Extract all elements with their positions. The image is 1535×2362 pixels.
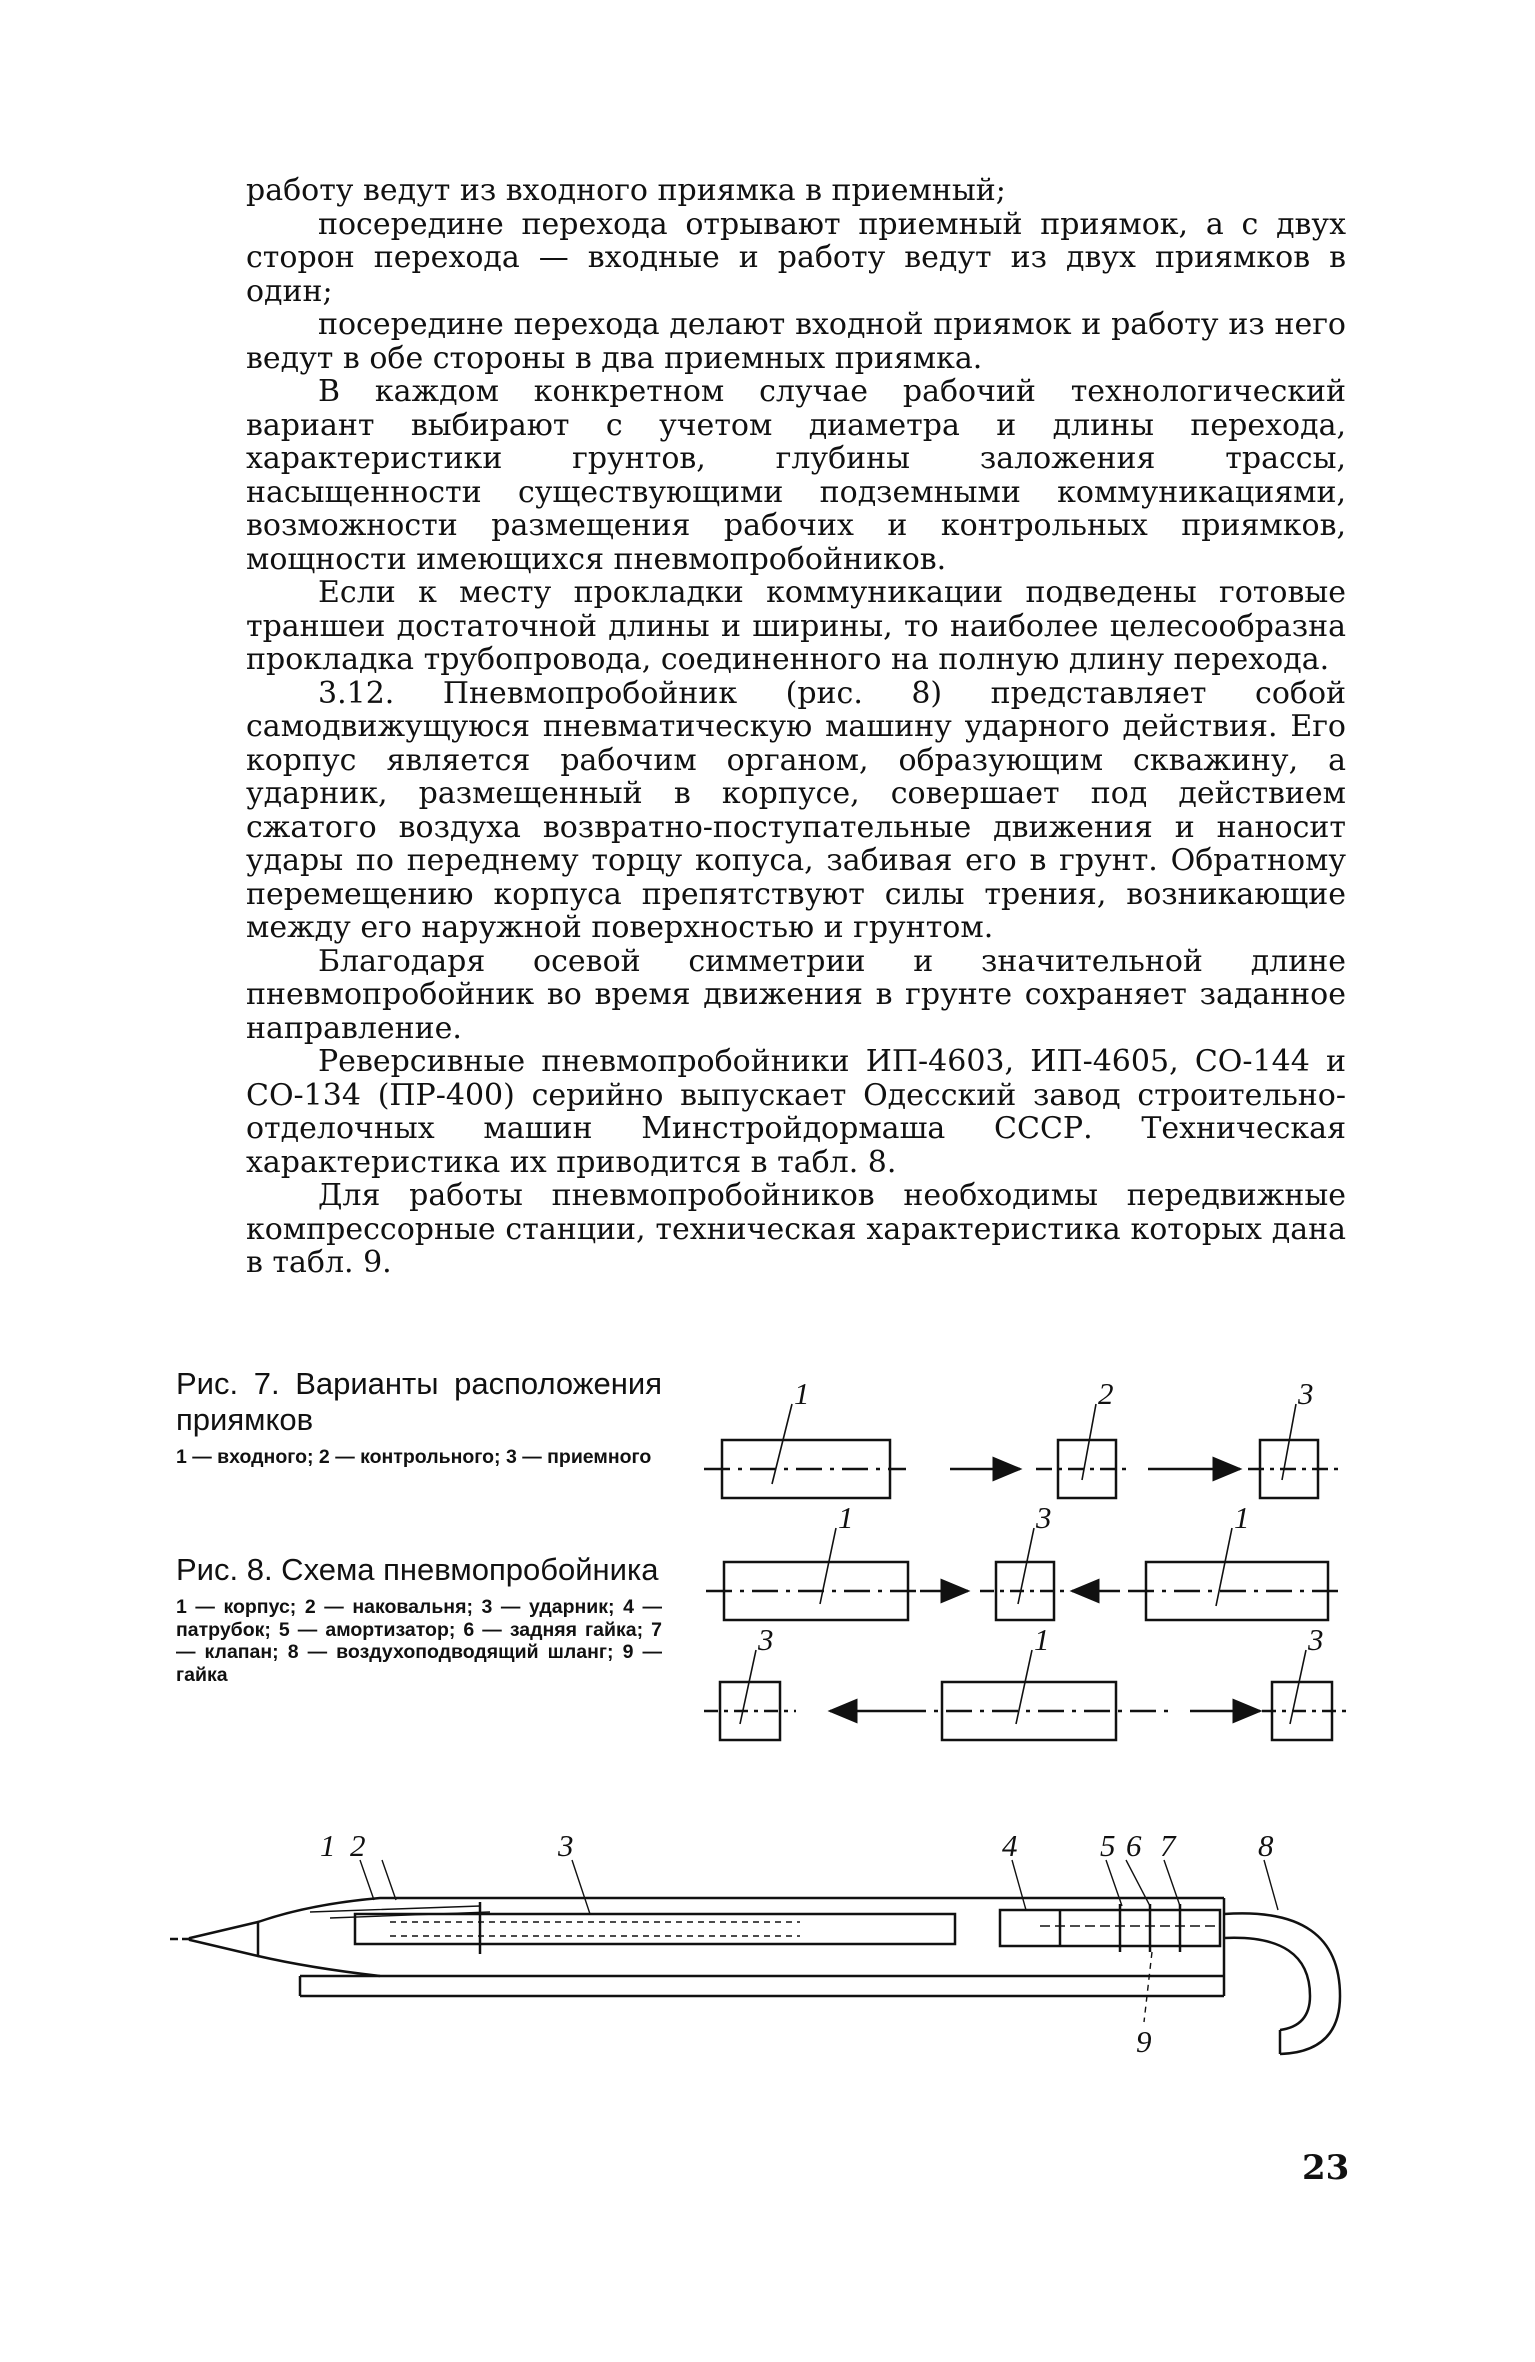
fig7-label: 2 <box>1098 1380 1114 1411</box>
fig8-legend: 1 — корпус; 2 — наковальня; 3 — ударник; 4 — патрубок; 5 — амортизатор; 6 — задняя гайка; 7 — клапан; 8 — воздухоподводящий шланг; 9 — гайка <box>176 1596 662 1686</box>
paragraph: 3.12. Пневмопробойник (рис. 8) представляет собой самодвижущуюся пневматическую машину ударного действия. Его корпус является рабочим органом, образующим скважину, а ударник, размещенный в корпусе, совершает под действием сжатого воздуха возвратно-поступательные движения и наносит удары по переднему торцу копуса, забивая его в грунт. Обратному перемещению корпуса препятствуют силы трения, возникающие между его наружной поверхностью и грунтом. <box>246 675 1346 945</box>
paragraph: Для работы пневмопробойников необходимы передвижные компрессорные станции, техническая характеристика которых дана в табл. 9. <box>246 1178 1346 1280</box>
fig7-label: 3 <box>1298 1380 1314 1411</box>
fig8-label: 2 <box>350 1828 366 1863</box>
paragraph: Реверсивные пневмопробойники ИП-4603, ИП-4605, СО-144 и СО-134 (ПР-400) серийно выпускает Одесский завод строительно-отделочных машин Минстройдормаша СССР. Техническая характеристика их приводится в табл. 8. <box>246 1044 1346 1180</box>
paragraph: В каждом конкретном случае рабочий технологический вариант выбирают с учетом диаметра и длины перехода, характеристики грунтов, глубины заложения трассы, насыщенности существующими подземными коммуникациями, возможности размещения рабочих и контрольных приямков, мощности имеющихся пневмопробойников. <box>246 374 1346 577</box>
piercer-tip <box>190 1922 258 1956</box>
fig7-label: 3 <box>1036 1500 1052 1535</box>
paragraph: Если к месту прокладки коммуникации подведены готовые траншеи достаточной длины и ширины, то наиболее целесообразна прокладка трубопровода, соединенного на полную длину перехода. <box>246 575 1346 677</box>
fig7-label: 3 <box>758 1622 774 1657</box>
fig7-label: 1 <box>1034 1622 1050 1657</box>
fig8-label: 1 <box>320 1828 336 1863</box>
air-hose <box>1224 1913 1340 2054</box>
fig7-label: 1 <box>794 1380 810 1411</box>
fig8-label: 4 <box>1002 1828 1018 1863</box>
page-number: 23 <box>1302 2148 1350 2188</box>
fig8-label: 7 <box>1160 1828 1176 1863</box>
fig8-caption <box>176 1552 662 1686</box>
fig7-label: 1 <box>838 1500 854 1535</box>
paragraph: работу ведут из входного приямка в приемный; <box>246 173 1006 208</box>
paragraph: Благодаря осевой симметрии и значительной длине пневмопробойник во время движения в грунте сохраняет заданное направление. <box>246 943 1346 1046</box>
fig7-label: 3 <box>1308 1622 1324 1657</box>
fig7-label: 1 <box>1234 1500 1250 1535</box>
fig8-label: 9 <box>1136 2024 1152 2059</box>
striker <box>355 1914 955 1944</box>
fig8-label: 6 <box>1126 1828 1142 1863</box>
paragraph: посередине перехода отрывают приемный приямок, а с двух сторон перехода — входные и работу ведут из двух приямков в один; <box>246 206 1346 309</box>
main-text <box>246 174 1346 1280</box>
rear-assembly <box>1000 1910 1220 1946</box>
fig8-label: 5 <box>1100 1828 1116 1863</box>
fig7-legend: 1 — входного; 2 — контрольного; 3 — приемного <box>176 1446 652 1468</box>
fig8-diagram <box>160 1826 1360 2066</box>
fig7-diagram <box>700 1380 1360 1760</box>
paragraph: посередине перехода делают входной приямок и работу из него ведут в обе стороны в два приемных приямка. <box>246 307 1346 376</box>
fig8-label: 3 <box>558 1828 574 1863</box>
fig8-label: 8 <box>1258 1828 1274 1863</box>
fig7-caption <box>176 1366 662 1469</box>
fig8-title: Рис. 8. Схема пневмопробойника <box>176 1552 659 1587</box>
fig7-title: Рис. 7. Варианты расположения приямков <box>176 1366 662 1437</box>
